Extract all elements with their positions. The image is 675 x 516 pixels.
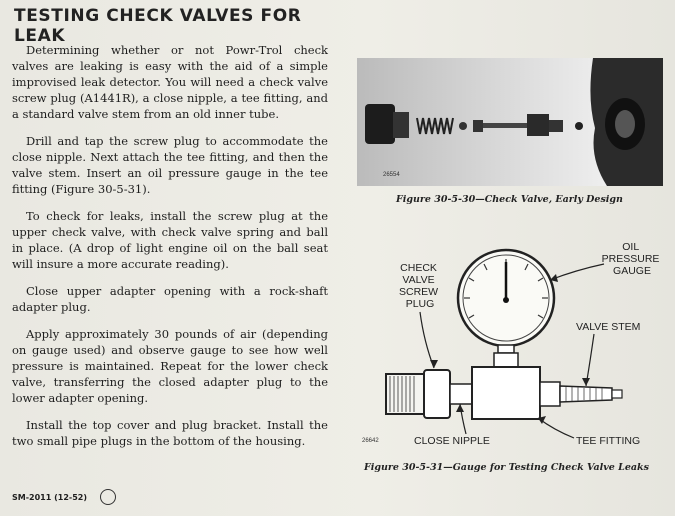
- valve-stem-label: VALVE STEM: [576, 321, 641, 333]
- photo-number: 26554: [383, 172, 400, 178]
- close-nipple-label: CLOSE NIPPLE: [414, 435, 490, 447]
- oil-pressure-gauge-label: OIL PRESSURE GAUGE: [601, 242, 660, 277]
- paragraph: Drill and tap the screw plug to accommodate the close nipple. Next attach the tee fitting, and then the valve stem. Insert an oil pressure gauge in the tee fitting (Figure 30-5-31).: [12, 134, 328, 196]
- figure-caption: Figure 30-5-30—Check Valve, Early Design: [396, 194, 623, 205]
- check-valve-screw-plug-label: CHECK VALVE SCREW PLUG: [398, 262, 439, 310]
- paragraph: Close upper adapter opening with a rock-shaft adapter plug.: [12, 284, 328, 314]
- union-seal-icon: [100, 489, 116, 505]
- tee-fitting-label: TEE FITTING: [576, 435, 641, 447]
- body-text-column: [12, 42, 328, 460]
- page-footer: SM-2011 (12-52): [12, 493, 87, 502]
- page-heading: TESTING CHECK VALVES FOR LEAK: [14, 6, 302, 46]
- paragraph: Apply approximately 30 pounds of air (depending on gauge used) and observe gauge to see how well pressure is maintained. Repeat for the lower check valve, transferring the closed adapter plug to the lower adapter opening.: [12, 327, 328, 405]
- paragraph: To check for leaks, install the screw plug at the upper check valve, with check valve spring and ball in place. (A drop of light engine oil on the ball seat will insure a more accurate reading).: [12, 209, 328, 271]
- gauge-diagram: [354, 242, 670, 452]
- paragraph: Determining whether or not Powr-Trol check valves are leaking is easy with the aid of a simple improvised leak detector. You will need a check valve screw plug (A1441R), a close nipple, a tee fitting, and a standard valve stem from an old inner tube.: [12, 43, 328, 121]
- leak-gauge-illustration: [354, 242, 670, 452]
- figure-caption: Figure 30-5-31—Gauge for Testing Check Valve Leaks: [364, 462, 649, 473]
- paragraph: Install the top cover and plug bracket. Install the two small pipe plugs in the bottom of the housing.: [12, 418, 328, 448]
- diagram-number: 26642: [362, 438, 379, 444]
- check-valve-photo: [357, 58, 663, 186]
- check-valve-parts-image: [357, 58, 663, 186]
